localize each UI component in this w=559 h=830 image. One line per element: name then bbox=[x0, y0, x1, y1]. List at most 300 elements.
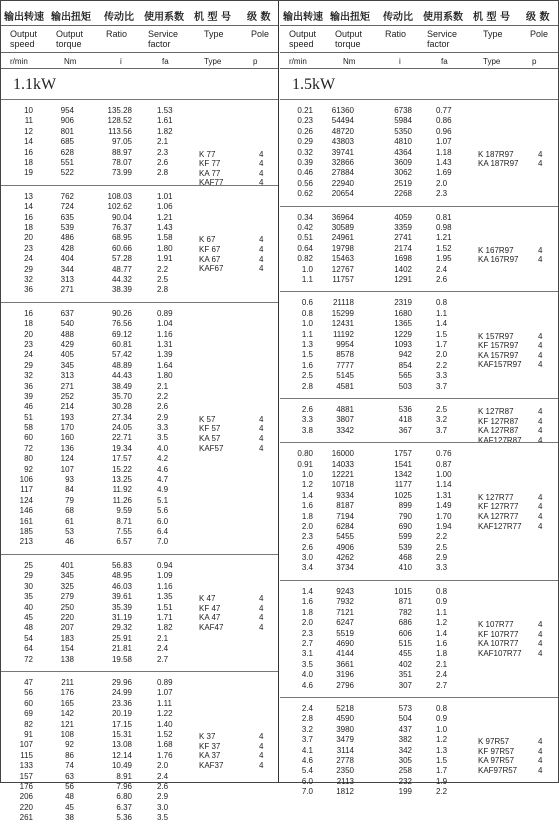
gear-unit-group bbox=[280, 580, 558, 697]
table-row bbox=[280, 543, 558, 553]
ratio-cell: 88.97 bbox=[111, 147, 132, 157]
header-divider bbox=[280, 68, 558, 69]
gear-type-label: K 127R87 bbox=[478, 407, 514, 416]
pole-count: 4 bbox=[538, 426, 543, 436]
gear-type-label: K 107R77 bbox=[478, 620, 514, 630]
output-speed-cell: 23 bbox=[24, 243, 33, 253]
ratio-cell: 3359 bbox=[394, 222, 412, 232]
output-torque-cell: 138 bbox=[60, 654, 74, 664]
ratio-cell: 17.15 bbox=[111, 719, 132, 729]
header-en-2: Ratio bbox=[106, 29, 128, 39]
ratio-cell: 402 bbox=[398, 659, 412, 669]
service-factor-cell: 1.9 bbox=[436, 776, 448, 786]
ratio-cell: 342 bbox=[398, 745, 412, 755]
output-torque-cell: 5218 bbox=[336, 704, 354, 713]
output-speed-cell: 213 bbox=[19, 537, 33, 547]
output-speed-cell: 72 bbox=[24, 443, 33, 453]
ratio-cell: 2319 bbox=[394, 298, 412, 308]
output-torque-cell: 540 bbox=[60, 319, 74, 329]
output-speed-cell: 261 bbox=[19, 813, 33, 823]
gear-type-label: KF 77 bbox=[199, 159, 221, 169]
output-speed-cell: 23 bbox=[24, 339, 33, 349]
ratio-cell: 690 bbox=[398, 521, 412, 531]
pole-count: 4 bbox=[259, 622, 264, 632]
ratio-cell: 1025 bbox=[394, 490, 412, 500]
pole-count: 4 bbox=[538, 350, 543, 360]
ratio-cell: 69.12 bbox=[111, 329, 132, 339]
output-torque-cell: 207 bbox=[60, 623, 74, 633]
table-row bbox=[280, 660, 558, 670]
output-torque-cell: 170 bbox=[60, 423, 74, 433]
pole-count: 4 bbox=[538, 648, 543, 658]
ratio-cell: 6.80 bbox=[116, 792, 132, 802]
output-speed-cell: 0.82 bbox=[297, 254, 313, 264]
ratio-cell: 57.28 bbox=[111, 254, 132, 264]
output-torque-cell: 4690 bbox=[336, 638, 354, 648]
gear-type-label: KAF107R77 bbox=[478, 648, 522, 658]
ratio-cell: 29.96 bbox=[111, 678, 132, 687]
gear-type-label: K 47 bbox=[199, 594, 216, 604]
service-factor-cell: 2.1 bbox=[157, 137, 169, 147]
ratio-cell: 4059 bbox=[394, 212, 412, 222]
output-torque-cell: 220 bbox=[60, 612, 74, 622]
output-speed-cell: 4.0 bbox=[301, 670, 313, 680]
ratio-cell: 102.62 bbox=[107, 202, 132, 212]
service-factor-cell: 1.80 bbox=[157, 243, 173, 253]
gear-type-label: KA 187R97 bbox=[478, 159, 519, 169]
output-torque-cell: 5519 bbox=[336, 628, 354, 638]
ratio-cell: 29.32 bbox=[111, 623, 132, 633]
service-factor-cell: 2.2 bbox=[157, 264, 169, 274]
pole-count: 4 bbox=[259, 613, 264, 623]
service-factor-cell: 5.1 bbox=[157, 495, 169, 505]
service-factor-cell: 2.9 bbox=[436, 553, 448, 563]
ratio-cell: 5.36 bbox=[116, 813, 132, 823]
output-torque-cell: 724 bbox=[60, 202, 74, 212]
output-speed-cell: 1.1 bbox=[301, 329, 313, 339]
pole-count: 4 bbox=[538, 331, 543, 341]
ratio-cell: 5984 bbox=[394, 116, 412, 126]
header-unit-4: Type bbox=[204, 57, 222, 66]
gear-type-label: KAF97R57 bbox=[478, 765, 518, 775]
ratio-cell: 790 bbox=[398, 511, 412, 521]
output-torque-cell: 3342 bbox=[336, 425, 354, 435]
table-row bbox=[1, 688, 278, 698]
ratio-cell: 4810 bbox=[394, 137, 412, 147]
table-row bbox=[1, 537, 278, 547]
gear-type-label: KAF127R87 bbox=[478, 435, 522, 445]
table-row bbox=[1, 506, 278, 516]
table-row bbox=[1, 772, 278, 782]
service-factor-cell: 1.06 bbox=[157, 202, 173, 212]
service-factor-cell: 5.6 bbox=[157, 506, 169, 516]
table-row bbox=[1, 792, 278, 802]
output-torque-cell: 539 bbox=[60, 222, 74, 232]
gear-type-label: K 67 bbox=[199, 235, 216, 245]
header-cn-2: 传动比 bbox=[383, 12, 413, 23]
service-factor-cell: 2.4 bbox=[157, 644, 169, 654]
output-torque-cell: 84 bbox=[65, 485, 74, 495]
header-en-4: Type bbox=[483, 29, 503, 39]
ratio-cell: 38.39 bbox=[111, 285, 132, 295]
ratio-cell: 22.71 bbox=[111, 433, 132, 443]
output-speed-cell: 0.21 bbox=[297, 106, 313, 115]
gear-type-label: KA 77 bbox=[199, 168, 221, 178]
gear-type-label: KF 157R97 bbox=[478, 341, 519, 351]
output-torque-cell: 4262 bbox=[336, 553, 354, 563]
service-factor-cell: 0.8 bbox=[436, 587, 448, 596]
table-row bbox=[280, 179, 558, 189]
output-speed-cell: 124 bbox=[19, 495, 33, 505]
gear-type-label: K 157R97 bbox=[478, 331, 514, 341]
ratio-cell: 515 bbox=[398, 638, 412, 648]
type-list bbox=[280, 620, 558, 658]
output-torque-cell: 11192 bbox=[332, 329, 354, 339]
ratio-cell: 1291 bbox=[394, 274, 412, 284]
service-factor-cell: 2.6 bbox=[436, 274, 448, 284]
output-speed-cell: 133 bbox=[19, 761, 33, 771]
output-speed-cell: 58 bbox=[24, 423, 33, 433]
pole-count: 4 bbox=[538, 737, 543, 747]
table-row bbox=[280, 681, 558, 691]
output-torque-cell: 906 bbox=[60, 116, 74, 126]
output-speed-cell: 20 bbox=[24, 329, 33, 339]
output-torque-cell: 1812 bbox=[336, 787, 354, 797]
output-speed-cell: 40 bbox=[24, 602, 33, 612]
ratio-cell: 8.91 bbox=[116, 771, 132, 781]
ratio-cell: 20.19 bbox=[111, 709, 132, 719]
ratio-cell: 871 bbox=[398, 597, 412, 607]
service-factor-cell: 1.16 bbox=[157, 581, 173, 591]
output-speed-cell: 0.23 bbox=[297, 116, 313, 126]
header-en-5: Pole bbox=[530, 29, 549, 39]
pole-count: 4 bbox=[538, 255, 543, 265]
output-speed-cell: 1.6 bbox=[301, 501, 313, 511]
service-factor-cell: 1.7 bbox=[436, 766, 448, 776]
service-factor-cell: 2.2 bbox=[436, 360, 448, 370]
output-speed-cell: 0.62 bbox=[297, 189, 313, 199]
output-speed-cell: 18 bbox=[24, 157, 33, 167]
table-row bbox=[1, 571, 278, 581]
output-speed-cell: 1.3 bbox=[301, 339, 313, 349]
header-cn-2: 传动比 bbox=[104, 12, 134, 23]
ratio-cell: 1698 bbox=[394, 254, 412, 264]
gear-type-label: KAF37 bbox=[199, 760, 224, 770]
table-1-1kw bbox=[1, 1, 279, 823]
service-factor-cell: 3.3 bbox=[157, 423, 169, 433]
type-list bbox=[280, 243, 558, 265]
output-speed-cell: 46 bbox=[24, 402, 33, 412]
pole-count: 4 bbox=[259, 751, 264, 761]
service-factor-cell: 4.7 bbox=[157, 475, 169, 485]
output-speed-cell: 0.26 bbox=[297, 126, 313, 136]
ratio-cell: 68.95 bbox=[111, 233, 132, 243]
ratio-cell: 39.61 bbox=[111, 592, 132, 602]
output-speed-cell: 3.2 bbox=[301, 724, 313, 734]
output-torque-cell: 628 bbox=[60, 147, 74, 157]
gear-type-label: KA 67 bbox=[199, 254, 221, 264]
output-speed-cell: 0.29 bbox=[297, 137, 313, 147]
ratio-cell: 4364 bbox=[394, 147, 412, 157]
output-speed-cell: 5.4 bbox=[301, 766, 313, 776]
output-speed-cell: 106 bbox=[19, 475, 33, 485]
header-unit-2: i bbox=[399, 57, 401, 66]
output-torque-cell: 39741 bbox=[331, 147, 354, 157]
ratio-cell: 942 bbox=[398, 350, 412, 360]
gear-unit-group bbox=[280, 398, 558, 445]
ratio-cell: 78.07 bbox=[111, 157, 132, 167]
header-divider bbox=[1, 25, 278, 26]
service-factor-cell: 1.2 bbox=[436, 618, 448, 628]
service-factor-cell: 1.01 bbox=[157, 191, 173, 201]
service-factor-cell: 1.82 bbox=[157, 126, 173, 136]
ratio-cell: 90.26 bbox=[111, 308, 132, 318]
gear-type-label: K 187R97 bbox=[478, 149, 514, 159]
output-torque-cell: 6284 bbox=[336, 521, 354, 531]
ratio-cell: 503 bbox=[398, 381, 412, 391]
service-factor-cell: 0.94 bbox=[157, 561, 173, 570]
output-speed-cell: 51 bbox=[24, 412, 33, 422]
output-torque-cell: 176 bbox=[60, 688, 74, 698]
output-torque-cell: 63 bbox=[65, 771, 74, 781]
service-factor-cell: 1.4 bbox=[436, 628, 448, 638]
ratio-cell: 19.58 bbox=[111, 654, 132, 664]
output-torque-cell: 4144 bbox=[336, 649, 354, 659]
pole-count: 4 bbox=[538, 360, 543, 370]
output-speed-cell: 2.0 bbox=[301, 521, 313, 531]
pole-count: 4 bbox=[538, 765, 543, 775]
table-row bbox=[280, 223, 558, 233]
table-row bbox=[280, 587, 558, 597]
gear-type-label: KAF47 bbox=[199, 622, 224, 632]
table-row bbox=[1, 106, 278, 116]
header-en-4: Type bbox=[204, 29, 224, 39]
table-row bbox=[1, 402, 278, 412]
output-torque-cell: 429 bbox=[60, 339, 74, 349]
pole-count: 4 bbox=[259, 244, 264, 254]
output-torque-cell: 3479 bbox=[336, 735, 354, 745]
service-factor-cell: 7.0 bbox=[157, 537, 169, 547]
output-torque-cell: 279 bbox=[60, 592, 74, 602]
service-factor-cell: 1.6 bbox=[436, 638, 448, 648]
ratio-cell: 57.42 bbox=[111, 350, 132, 360]
output-torque-cell: 8578 bbox=[336, 350, 354, 360]
service-factor-cell: 6.0 bbox=[157, 516, 169, 526]
pole-count: 4 bbox=[538, 407, 543, 416]
output-speed-cell: 4.6 bbox=[301, 680, 313, 690]
gear-type-label: K 97R57 bbox=[478, 737, 510, 747]
pole-count: 4 bbox=[259, 424, 264, 434]
header-unit-1: Nm bbox=[64, 57, 77, 66]
ratio-cell: 606 bbox=[398, 628, 412, 638]
output-torque-cell: 211 bbox=[61, 678, 74, 687]
output-speed-cell: 107 bbox=[19, 740, 33, 750]
ratio-cell: 7.55 bbox=[116, 527, 132, 536]
output-torque-cell: 801 bbox=[60, 126, 74, 136]
output-torque-cell: 15299 bbox=[331, 308, 354, 318]
gear-type-label: KA 157R97 bbox=[478, 350, 519, 360]
service-factor-cell: 2.0 bbox=[157, 761, 169, 771]
ratio-cell: 10.49 bbox=[111, 761, 132, 771]
table-row bbox=[280, 233, 558, 243]
service-factor-cell: 4.9 bbox=[157, 485, 169, 495]
header-divider bbox=[1, 68, 278, 69]
table-row bbox=[1, 644, 278, 654]
type-list bbox=[1, 147, 278, 188]
gear-type-label: KAF67 bbox=[199, 264, 224, 274]
output-speed-cell: 1.2 bbox=[301, 480, 313, 490]
service-factor-cell: 1.21 bbox=[157, 212, 173, 222]
pole-count: 4 bbox=[259, 443, 264, 453]
ratio-cell: 305 bbox=[398, 755, 412, 765]
header-en-5: Pole bbox=[251, 29, 270, 39]
table-row bbox=[1, 330, 278, 340]
output-speed-cell: 0.46 bbox=[297, 168, 313, 178]
table-row bbox=[280, 298, 558, 308]
service-factor-cell: 1.43 bbox=[436, 157, 452, 167]
service-factor-cell: 2.0 bbox=[436, 178, 448, 188]
gear-type-label: K 167R97 bbox=[478, 245, 514, 255]
output-speed-cell: 72 bbox=[24, 654, 33, 664]
gear-type-label: K 57 bbox=[199, 414, 216, 424]
output-speed-cell: 60 bbox=[24, 433, 33, 443]
service-factor-cell: 0.77 bbox=[436, 106, 452, 115]
gear-type-label: KF 67 bbox=[199, 244, 221, 254]
output-torque-cell: 250 bbox=[60, 602, 74, 612]
gear-unit-group bbox=[280, 442, 558, 580]
ratio-cell: 199 bbox=[398, 787, 412, 797]
output-speed-cell: 3.0 bbox=[301, 553, 313, 563]
header-cn-1: 输出扭矩 bbox=[51, 12, 91, 23]
output-speed-cell: 0.8 bbox=[301, 308, 313, 318]
table-row bbox=[280, 532, 558, 542]
output-torque-cell: 6247 bbox=[336, 618, 354, 628]
service-factor-cell: 0.8 bbox=[436, 298, 448, 308]
ratio-cell: 1757 bbox=[394, 449, 412, 459]
service-factor-cell: 1.2 bbox=[436, 735, 448, 745]
output-speed-cell: 54 bbox=[24, 633, 33, 643]
gear-type-label: KAF57 bbox=[199, 443, 224, 453]
service-factor-cell: 1.95 bbox=[436, 254, 452, 264]
header-unit-2: i bbox=[120, 57, 122, 66]
service-factor-cell: 6.4 bbox=[157, 527, 169, 536]
ratio-cell: 113.56 bbox=[108, 126, 132, 136]
motor-power-heading: 1.5kW bbox=[292, 76, 336, 93]
header-en-1: Output torque bbox=[56, 29, 84, 49]
output-speed-cell: 64 bbox=[24, 644, 33, 654]
ratio-cell: 24.99 bbox=[111, 688, 132, 698]
output-torque-cell: 3661 bbox=[336, 659, 354, 669]
output-speed-cell: 19 bbox=[24, 168, 33, 178]
table-row bbox=[1, 655, 278, 665]
table-row bbox=[1, 192, 278, 202]
service-factor-cell: 4.2 bbox=[157, 454, 169, 464]
ratio-cell: 573 bbox=[398, 704, 412, 713]
output-torque-cell: 160 bbox=[60, 433, 74, 443]
pole-count: 4 bbox=[538, 502, 543, 512]
output-torque-cell: 9954 bbox=[336, 339, 354, 349]
service-factor-cell: 1.52 bbox=[157, 729, 173, 739]
service-factor-cell: 3.7 bbox=[436, 425, 448, 435]
output-torque-cell: 68 bbox=[65, 506, 74, 516]
ratio-cell: 17.57 bbox=[111, 454, 132, 464]
ratio-cell: 48.89 bbox=[111, 360, 132, 370]
header-unit-4: Type bbox=[483, 57, 501, 66]
output-torque-cell: 142 bbox=[60, 709, 74, 719]
output-torque-cell: 56 bbox=[65, 781, 74, 791]
output-speed-cell: 6.0 bbox=[301, 776, 313, 786]
output-torque-cell: 637 bbox=[60, 308, 74, 318]
output-torque-cell: 108 bbox=[60, 729, 74, 739]
service-factor-cell: 1.43 bbox=[157, 222, 173, 232]
header-cn-5: 级 数 bbox=[526, 12, 550, 23]
service-factor-cell: 1.69 bbox=[436, 168, 452, 178]
service-factor-cell: 1.40 bbox=[157, 719, 173, 729]
ratio-cell: 38.49 bbox=[111, 381, 132, 391]
service-factor-cell: 1.7 bbox=[436, 339, 448, 349]
pole-count: 4 bbox=[259, 254, 264, 264]
output-speed-cell: 32 bbox=[24, 371, 33, 381]
output-torque-cell: 3114 bbox=[336, 745, 354, 755]
service-factor-cell: 1.04 bbox=[157, 319, 173, 329]
ratio-cell: 9.59 bbox=[116, 506, 132, 516]
output-torque-cell: 4590 bbox=[336, 714, 354, 724]
output-torque-cell: 93 bbox=[65, 475, 74, 485]
ratio-cell: 44.32 bbox=[111, 274, 132, 284]
pole-count: 4 bbox=[538, 639, 543, 649]
output-speed-cell: 16 bbox=[24, 308, 33, 318]
header-divider bbox=[1, 52, 278, 53]
service-factor-cell: 3.3 bbox=[436, 371, 448, 381]
service-factor-cell: 4.0 bbox=[157, 443, 169, 453]
service-factor-cell: 2.6 bbox=[157, 157, 169, 167]
ratio-cell: 8.71 bbox=[116, 516, 132, 526]
output-torque-cell: 7194 bbox=[336, 511, 354, 521]
output-speed-cell: 2.0 bbox=[301, 618, 313, 628]
ratio-cell: 7.96 bbox=[116, 781, 132, 791]
table-row bbox=[280, 608, 558, 618]
ratio-cell: 1015 bbox=[394, 587, 412, 596]
ratio-cell: 19.34 bbox=[111, 443, 132, 453]
service-factor-cell: 2.4 bbox=[436, 264, 448, 274]
service-factor-cell: 2.2 bbox=[157, 391, 169, 401]
output-speed-cell: 48 bbox=[24, 623, 33, 633]
output-speed-cell: 3.3 bbox=[301, 415, 313, 425]
table-row bbox=[1, 496, 278, 506]
service-factor-cell: 2.4 bbox=[157, 771, 169, 781]
ratio-cell: 76.37 bbox=[111, 222, 132, 232]
table-row bbox=[1, 475, 278, 485]
table-row bbox=[280, 714, 558, 724]
service-factor-cell: 1.70 bbox=[436, 511, 452, 521]
service-factor-cell: 1.31 bbox=[436, 490, 452, 500]
service-factor-cell: 0.76 bbox=[436, 449, 452, 459]
service-factor-cell: 1.18 bbox=[436, 147, 452, 157]
output-speed-cell: 36 bbox=[24, 381, 33, 391]
ratio-cell: 3609 bbox=[394, 157, 412, 167]
table-row bbox=[1, 202, 278, 212]
ratio-cell: 11.92 bbox=[112, 485, 132, 495]
gear-unit-group bbox=[1, 302, 278, 554]
output-torque-cell: 10718 bbox=[331, 480, 354, 490]
output-torque-cell: 107 bbox=[60, 464, 74, 474]
service-factor-cell: 1.5 bbox=[436, 755, 448, 765]
service-factor-cell: 3.2 bbox=[436, 415, 448, 425]
gear-unit-group bbox=[280, 99, 558, 206]
ratio-cell: 232 bbox=[398, 776, 412, 786]
ratio-cell: 21.81 bbox=[111, 644, 132, 654]
pole-count: 4 bbox=[538, 149, 543, 159]
